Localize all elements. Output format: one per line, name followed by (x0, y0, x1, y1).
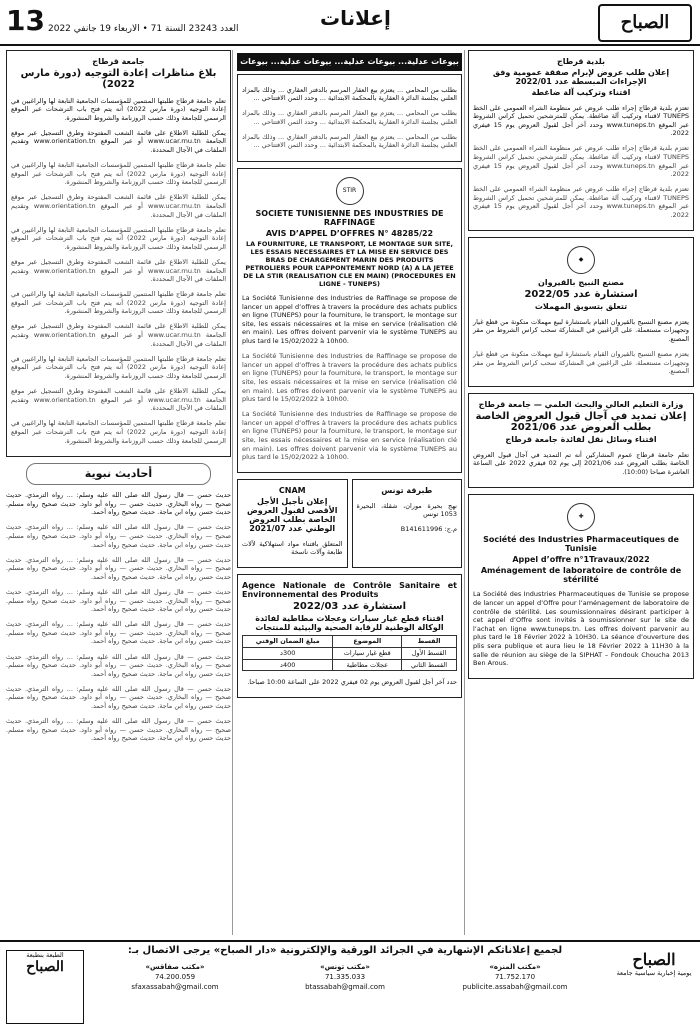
r3-subject: اقتناء وسائل نقل لفائدة جامعة قرطاج (505, 435, 657, 445)
ancsep-notice (237, 574, 462, 697)
r3-body: تعلم جامعة قرطاج عموم المشاركين أنه تم التمديد في آجال قبول العروض الخاصة بطلب العروض عدد 2021/06 إلى يوم 02 فيفري 2022 على الساعة العاشرة صباحا (10:00). (473, 450, 689, 476)
small-ads-row (237, 479, 462, 574)
r2-subject: تتعلق بتسويق المهملات (534, 302, 628, 312)
notice-body-extra: تعلم جامعة قرطاج طلبتها المنتمين للمؤسسات الجامعية التابعة لها والراغبين في إعادة التوجيه (دورة مارس 2022) أنه يتم فتح باب الترشحات عبر الموقع الرسمي للجامعة وذلك حسب الروزنامة والشروط المنشورة. (11, 161, 226, 187)
carthage-municipality-notice (468, 50, 694, 231)
office-phone: 74.200.059 (154, 973, 196, 981)
table-header: مبلغ الضمان الوقتي (243, 636, 333, 648)
footer-logo-left-sub: الطبعة بنطبعة (26, 951, 64, 959)
r3-org: وزارة التعليم العالي والبحث العلمي — جامعة قرطاج (478, 400, 684, 410)
office-name: «مكتب المنزه» (489, 963, 541, 971)
r1-body: تعتزم بلدية قرطاج إجراء طلب عروض عبر منظومة الشراء العمومي على الخط TUNEPS لاقتناء وتركيب آلة ضاغطة. يمكن للمترشحين تحميل كراس الشروط عبر الموقع www.tuneps.tn وحدد آخر أجل لقبول العروض يوم 15 فيفري 2022. (473, 144, 690, 179)
hadith-heading: أحاديث نبوية (26, 463, 211, 485)
page-footer (0, 940, 700, 1030)
judicial-sale-body: بطلب من المحامي ... يعتزم بيع العقار المرسم بالدفتر العقاري ... وذلك بالمزاد العلني بجلسة الدائرة العقارية بالمحكمة الابتدائية ... وحدد الثمن الافتتاحي ... (242, 132, 457, 150)
judicial-sale-body: بطلب من المحامي ... يعتزم بيع العقار المرسم بالدفتر العقاري ... وذلك بالمزاد العلني بجلسة الدائرة العقارية بالمحكمة الابتدائية ... وحدد الثمن الافتتاحي ... (242, 85, 457, 103)
hadith-text: حديث حسن — قال رسول الله صلى الله عليه وسلم: ... رواه الترمذي. حديث صحيح — رواه البخاري. حديث حسن — رواه أبو داود. حديث صحيح رواه مسلم. حديث حسن رواه ابن ماجة. حديث صحيح رواه أحمد. (6, 587, 231, 614)
notice-body-extra: يمكن للطلبة الاطلاع على قائمة الشعب المفتوحة وطرق التسجيل عبر موقع الجامعة www.ucar.rnu.tn أو عبر الموقع www.orientation.tn وتقديم الملفات في الآجال المحددة. (11, 322, 226, 348)
siphat-body: La Société des Industries Pharmaceutiques de Tunisie se propose de lancer un appel d’Offre pour l’aménagement de laboratoire de contrôle de stérilité. Les soumissionnaires désirant participer à cet appel d’Offre sont invités à soumissionner sur le site de l’achat en ligne www.tuneps.tn. Les offres doivent parvenir au plus tard le 18 Février 2022 à 10H30. La séance d’ouverture des plis sera publique et aura lieu le 18 Février 2022 à 11H30 à la salle de réunion au siège de la SIPHAT – Fondouk Choucha 2013 Ben Arous. (473, 590, 689, 668)
office-email[interactable]: btassabah@gmail.com (305, 983, 385, 991)
notice-body-extra: يمكن للطلبة الاطلاع على قائمة الشعب المفتوحة وطرق التسجيل عبر موقع الجامعة www.ucar.rnu.tn أو عبر الموقع www.orientation.tn وتقديم الملفات في الآجال المحددة. (11, 387, 226, 413)
section-title: إعلانات (320, 6, 391, 30)
judicial-sales-banner: بيوعات عدلية... بيوعات عدلية... بيوعات عدلية... بيوعات عدلية... (237, 53, 462, 71)
table-row (243, 659, 457, 671)
stir-subject: LA FOURNITURE, LE TRANSPORT, LE MONTAGE SUR SITE, LES ESSAIS NECESSAIRES ET LA MISE EN SERVICE DES BRAS DE CHARGEMENT MARIN DES PRODUITS PETROLIERS POUR L’APPONTEMENT NORD (A) A LA JETEE DE LA STIR (REALISATION CLE EN MAIN) (PROCEDURES EN LIGNE - TUNEPS) (243, 239, 456, 288)
notice-body-extra: يمكن للطلبة الاطلاع على قائمة الشعب المفتوحة وطرق التسجيل عبر موقع الجامعة www.ucar.rnu.tn أو عبر الموقع www.orientation.tn وتقديم الملفات في الآجال المحددة. (11, 193, 226, 219)
office-tunis (260, 962, 430, 1022)
office-menzah (430, 962, 600, 1022)
office-phone: 71.752.170 (494, 973, 536, 981)
column-divider (232, 50, 233, 935)
carthage-university-notice (468, 393, 694, 488)
issue-line: العدد 23243 السنة 71 • الاربعاء 19 جانفي 2022 (48, 24, 239, 34)
table-cell: القسط الثاني (402, 659, 457, 671)
notice-body: يمكن للطلبة الاطلاع على قائمة الشعب المفتوحة وطرق التسجيل عبر موقع الجامعة www.ucar.rnu.tn أو عبر الموقع www.orientation.tn وتقديم الملفات في الآجال المحددة. (11, 128, 226, 154)
footer-logo-left (6, 950, 84, 1024)
siphat-subject: Aménagement de laboratoire de contrôle de stérilité (480, 565, 682, 584)
r2-body: يعتزم مصنع النسيج بالقيروان القيام باستشارة لبيع مهملات متكونة من قطع غيار وتجهيزات مستعملة. على الراغبين في المشاركة سحب كراس الشروط من مقر المصنع. (473, 317, 689, 343)
company-notice (352, 479, 463, 568)
r1-subject: اقتناء وتركيب آلة ضاغطة (531, 88, 631, 97)
column-divider (464, 50, 465, 935)
table-cell: القسط الأول (402, 648, 457, 660)
hadith-text: حديث حسن — قال رسول الله صلى الله عليه وسلم: ... رواه الترمذي. حديث صحيح — رواه البخاري. حديث حسن — رواه أبو داود. حديث صحيح رواه مسلم. حديث حسن رواه ابن ماجة. حديث صحيح رواه أحمد. (6, 620, 231, 646)
notice-body-extra: تعلم جامعة قرطاج طلبتها المنتمين للمؤسسات الجامعية التابعة لها والراغبين في إعادة التوجيه (دورة مارس 2022) أنه يتم فتح باب الترشحات عبر الموقع الرسمي للجامعة وذلك حسب الروزنامة والشروط المنشورة. (11, 225, 226, 251)
r2-title: استشارة عدد 2022/05 (524, 289, 638, 301)
office-email[interactable]: sfaxassabah@gmail.com (131, 983, 219, 991)
left-column (6, 50, 231, 940)
table-header: القسط (402, 636, 457, 648)
notice-body-extra: تعلم جامعة قرطاج طلبتها المنتمين للمؤسسات الجامعية التابعة لها والراغبين في إعادة التوجيه (دورة مارس 2022) أنه يتم فتح باب الترشحات عبر الموقع الرسمي للجامعة وذلك حسب الروزنامة والشروط المنشورة. (11, 354, 226, 380)
judicial-sale-body: بطلب من المحامي ... يعتزم بيع العقار المرسم بالدفتر العقاري ... وذلك بالمزاد العلني بجلسة الدائرة العقارية بالمحكمة الابتدائية ... وحدد الثمن الافتتاحي ... (242, 109, 457, 126)
office-name: «مكتب تونس» (320, 963, 370, 971)
cnam-subject: المتعلق باقتناء مواد استهلاكية لآلات طابعة وآلات ناسخة (242, 539, 343, 557)
lots-table (242, 635, 457, 671)
office-name: «مكتب صفاقس» (145, 963, 205, 971)
hadith-text: حديث حسن — قال رسول الله صلى الله عليه وسلم: ... رواه الترمذي. حديث صحيح — رواه البخاري. حديث حسن — رواه أبو داود. حديث صحيح رواه مسلم. حديث حسن رواه ابن ماجة. حديث صحيح رواه أحمد. (6, 523, 231, 549)
office-phone: 71.335.033 (324, 973, 366, 981)
notice-body-extra: تعلم جامعة قرطاج طلبتها المنتمين للمؤسسات الجامعية التابعة لها والراغبين في إعادة التوجيه (دورة مارس 2022) أنه يتم فتح باب الترشحات عبر الموقع الرسمي للجامعة وذلك حسب الروزنامة والشروط المنشورة. (11, 419, 226, 445)
company-title: طبرقة تونس (381, 486, 433, 496)
ancsep-deadline: حدد آخر أجل لقبول العروض يوم 02 فيفري 2022 على الساعة 10:00 صباحا. (247, 677, 457, 686)
right-column (468, 50, 694, 940)
notice-reorientation (6, 50, 231, 457)
notice-body-extra: تعلم جامعة قرطاج طلبتها المنتمين للمؤسسات الجامعية التابعة لها والراغبين في إعادة التوجيه (دورة مارس 2022) أنه يتم فتح باب الترشحات عبر الموقع الرسمي للجامعة وذلك حسب الروزنامة والشروط المنشورة. (11, 290, 226, 316)
hadith-section (6, 491, 231, 743)
stir-body: La Société Tunisienne des Industries de Raffinage se propose de lancer un appel d’offres à travers la procédure des achats publics en ligne (TUNEPS) pour la fourniture, le transport, le montage sur site, les essais nécessaires et la mise en service (réalisation clé en main). Les offres doivent parvenir via le système TUNEPS au plus tard le 15/02/2022 à 10h00. (242, 410, 457, 462)
siphat-tender-notice (468, 494, 694, 679)
notice-body-extra: يمكن للطلبة الاطلاع على قائمة الشعب المفتوحة وطرق التسجيل عبر موقع الجامعة www.ucar.rnu.tn أو عبر الموقع www.orientation.tn وتقديم الملفات في الآجال المحددة. (11, 257, 226, 284)
notice-title: بلاغ مناظرات إعادة التوجيه (دورة مارس 2022) (20, 68, 217, 90)
footer-logo-right (614, 950, 694, 1022)
cnam-title: إعلان تأجيل الأجل الأقصى لقبول العروض الخاصة بطلب العروض الوطني عدد 2021/07 (247, 497, 338, 534)
stir-body: La Société Tunisienne des Industries de Raffinage se propose de lancer un appel d’offres à travers la procédure des achats publics en ligne (TUNEPS) pour la fourniture, le transport, le montage sur site, les essais nécessaires et la mise en service (réalisation clé en main). Les offres doivent parvenir via le système TUNEPS au plus tard le 15/02/2022 à 10h00. (242, 352, 457, 404)
footer-headline: لجميع إعلاناتكم الإشهارية في الجرائد الورقية والإلكترونية «دار الصباح» يرجى الاتصال بـ: (127, 945, 563, 956)
siphat-title: Appel d’offre n°1Travaux/2022 (512, 554, 650, 564)
hadith-text: حديث حسن — قال رسول الله صلى الله عليه وسلم: ... رواه الترمذي. حديث صحيح — رواه البخاري. حديث حسن — رواه أبو داود. حديث صحيح رواه مسلم. حديث حسن رواه ابن ماجة. حديث صحيح رواه أحمد. (6, 717, 231, 743)
hadith-text: حديث حسن — قال رسول الله صلى الله عليه وسلم: ... رواه الترمذي. حديث صحيح — رواه البخاري. حديث حسن — رواه أبو داود. حديث صحيح رواه مسلم. حديث حسن رواه ابن ماجة. حديث صحيح رواه أحمد. (6, 491, 231, 517)
table-cell: 300د (243, 648, 333, 660)
r3-title: إعلان تمديد في آجال قبول العروض الخاصة بطلب العروض عدد 2021/06 (475, 411, 687, 434)
kairouan-factory-notice (468, 237, 694, 387)
hadith-text: حديث حسن — قال رسول الله صلى الله عليه وسلم: ... رواه الترمذي. حديث صحيح — رواه البخاري. حديث حسن — رواه أبو داود. حديث صحيح رواه مسلم. حديث حسن رواه ابن ماجة. حديث صحيح رواه أحمد. (6, 555, 231, 581)
ancsep-org: Agence Nationale de Contrôle Sanitaire et Environnemental des Produits (242, 581, 457, 600)
stir-logo-icon: STIR (336, 177, 364, 205)
hadith-text: حديث حسن — قال رسول الله صلى الله عليه وسلم: ... رواه الترمذي. حديث صحيح — رواه البخاري. حديث حسن — رواه أبو داود. حديث صحيح رواه مسلم. حديث حسن رواه ابن ماجة. حديث صحيح رواه أحمد. (6, 684, 231, 710)
hadith-text: حديث حسن — قال رسول الله صلى الله عليه وسلم: ... رواه الترمذي. حديث صحيح — رواه البخاري. حديث حسن — رواه أبو داود. حديث صحيح رواه مسلم. حديث حسن رواه ابن ماجة. حديث صحيح رواه أحمد. (6, 652, 231, 678)
table-row (243, 648, 457, 660)
company-address: نهج بحيرة موران، شقلة، البحيرة 1053 تونس (356, 501, 457, 519)
stir-body: La Société Tunisienne des Industries de Raffinage se propose de lancer un appel d’offres à travers la procédure des achats publics en ligne (TUNEPS) pour la fourniture, le transport, le montage sur site, les essais nécessaires et la mise en service (réalisation clé en main). Les offres doivent parvenir via le système TUNEPS au plus tard le 15/02/2022 à 10h00. (242, 294, 457, 346)
footer-logo-right-text: الصباح (632, 950, 676, 969)
r2-org: مصنع النبيج بالقيروان (538, 278, 624, 288)
cnam-notice (237, 479, 348, 568)
notice-org: جامعة قرطاج (92, 57, 145, 66)
office-email[interactable]: publicite.assabah@gmail.com (462, 983, 568, 991)
table-cell: قطع غيار سيارات (333, 648, 402, 660)
office-sfax (90, 962, 260, 1022)
stir-org: SOCIETE TUNISIENNE DES INDUSTRIES DE RAFFINAGE (255, 208, 444, 227)
r1-body: تعتزم بلدية قرطاج إجراء طلب عروض عبر منظومة الشراء العمومي على الخط TUNEPS لاقتناء وتركيب آلة ضاغطة. يمكن للمترشحين تحميل كراس الشروط عبر الموقع www.tuneps.tn وحدد آخر أجل لقبول العروض يوم 15 فيفري 2022. (473, 103, 690, 138)
factory-logo-icon: ◆ (567, 246, 595, 274)
table-header: الموضوع (333, 636, 402, 648)
page-number: 13 (6, 4, 45, 37)
stir-title: AVIS D’APPEL D’OFFRES N° 48285/22 (265, 228, 434, 238)
footer-contacts (90, 962, 600, 1022)
siphat-org: Société des Industries Pharmaceutiques de Tunisie (483, 534, 679, 553)
company-id: م.ج: B141611996 (400, 525, 457, 534)
r1-org: بلدية قرطاج (556, 57, 606, 66)
r2-body: يعتزم مصنع النسيج بالقيروان القيام باستشارة لبيع مهملات متكونة من قطع غيار وتجهيزات مستعملة. على الراغبين في المشاركة سحب كراس الشروط من مقر المصنع. (473, 349, 689, 376)
cnam-logo: CNAM (278, 486, 306, 496)
middle-column (237, 50, 462, 940)
page-header (0, 0, 700, 46)
r1-body: تعتزم بلدية قرطاج إجراء طلب عروض عبر منظومة الشراء العمومي على الخط TUNEPS لاقتناء وتركيب آلة ضاغطة. يمكن للمترشحين تحميل كراس الشروط عبر الموقع www.tuneps.tn وحدد آخر أجل لقبول العروض يوم 15 فيفري 2022. (473, 185, 690, 220)
ancsep-title: استشارة عدد 2022/03 (292, 601, 407, 613)
r1-title: إعلان طلب عروض لإبرام صفقة عمومية وفق الإجراءات المبسطة عدد 2022/01 (492, 68, 670, 86)
table-cell: 400د (243, 659, 333, 671)
notice-body: تعلم جامعة قرطاج طلبتها المنتمين للمؤسسات الجامعية التابعة لها والراغبين في إعادة التوجيه (دورة مارس 2022) أنه يتم فتح باب الترشحات عبر الموقع الرسمي للجامعة وذلك حسب الروزنامة والشروط المنشورة. (11, 96, 226, 122)
newspaper-logo: الصباح (598, 4, 692, 42)
judicial-sale-notice (237, 74, 462, 162)
stir-tender-notice (237, 168, 462, 474)
footer-logo-right-sub: يومية إخبارية سياسية جامعة (616, 969, 692, 977)
siphat-logo-icon: ✚ (567, 503, 595, 531)
footer-logo-left-text: الصباح (26, 959, 64, 975)
ancsep-subject: اقتناء قطع غيار سيارات وعجلات مطاطية لفائدة الوكالة الوطنية للرقابة الصحية والبيئية للمنتجات (255, 614, 444, 633)
table-cell: عجلات مطاطية (333, 659, 402, 671)
